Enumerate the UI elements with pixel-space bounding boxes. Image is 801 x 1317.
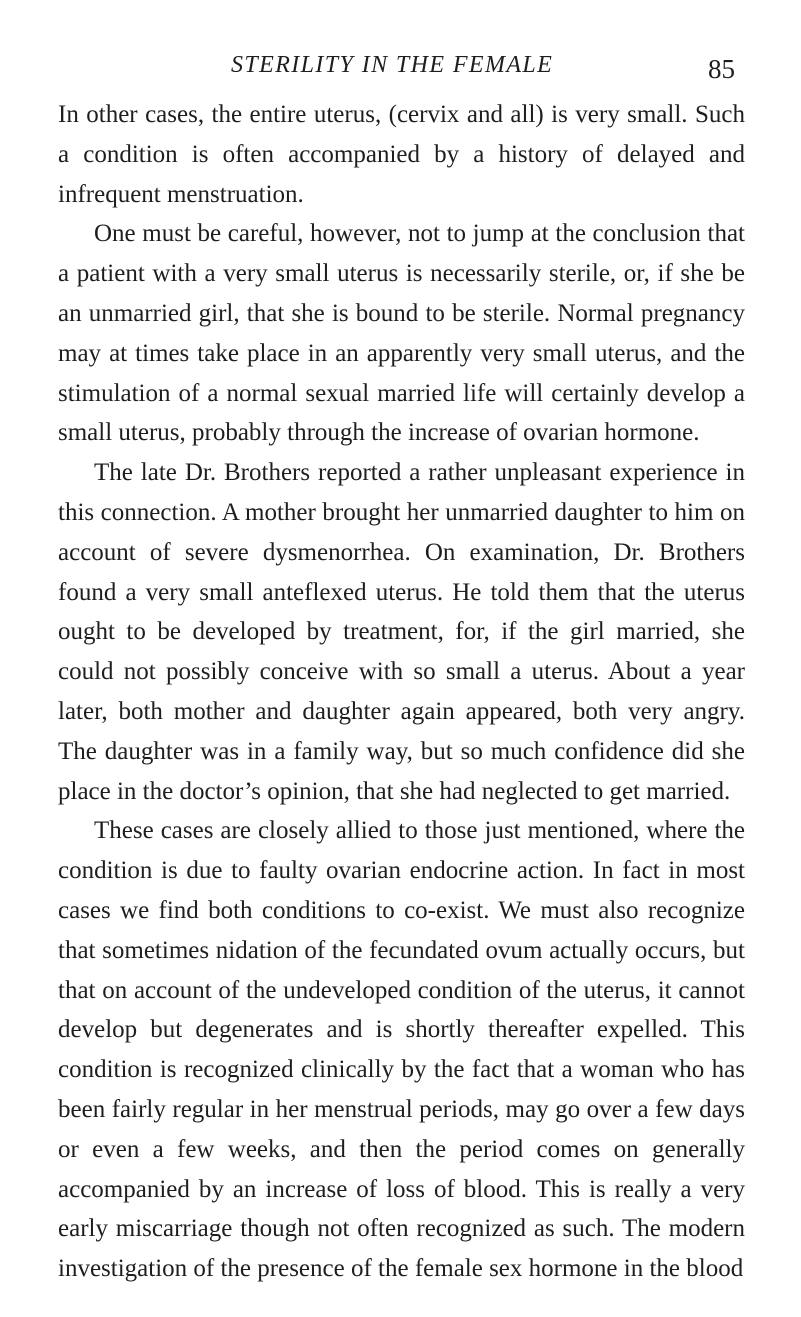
running-head [0, 50, 801, 90]
paragraph-2: One must be careful, however, not to jump at the conclusion that a patient with a very small uterus is necessarily sterile, or, if she be an unmarried girl, that she is bound to be sterile. Normal pregnancy may at times take place in an apparently very small uterus, and the stimulation of a normal sexual married life will certainly develop a small uterus, probably through the increase of ovarian hormone. [58, 220, 745, 447]
body-text [58, 95, 745, 1289]
paragraph-4: These cases are closely allied to those just mentioned, where the condition is due to faulty ovarian endocrine action. In fact in most cases we find both conditions to co-exist. We must also recognize that sometimes nidation of the fecundated ovum actually occurs, but that on account of the undeveloped condition of the uterus, it cannot develop but degenerates and is shortly thereafter expelled. This condition is recognized clinically by the fact that a woman who has been fairly regular in her menstrual periods, may go over a few days or even a few weeks, and then the period comes on generally accompanied by an increase of loss of blood. This is really a very early miscarriage though not often recognized as such. The modern investigation of the presence of the female sex hormone in the blood [58, 817, 745, 1283]
paragraph-1: In other cases, the entire uterus, (cervix and all) is very small. Such a condition is often accompanied by a history of delayed and infrequent menstruation. [58, 101, 745, 208]
paragraph-3: The late Dr. Brothers reported a rather unpleasant experience in this connection. A mother brought her unmarried daughter to him on account of severe dysmenorrhea. On examination, Dr. Brothers found a very small anteflexed uterus. He told them that the uterus ought to be developed by treatment, for, if the girl married, she could not possibly conceive with so small a uterus. About a year later, both mother and daughter again appeared, both very angry. The daughter was in a family way, but so much confidence did she place in the doctor’s opinion, that she had neglected to get married. [58, 459, 745, 805]
running-title: STERILITY IN THE FEMALE [231, 52, 554, 78]
page-number: 85 [708, 54, 735, 84]
